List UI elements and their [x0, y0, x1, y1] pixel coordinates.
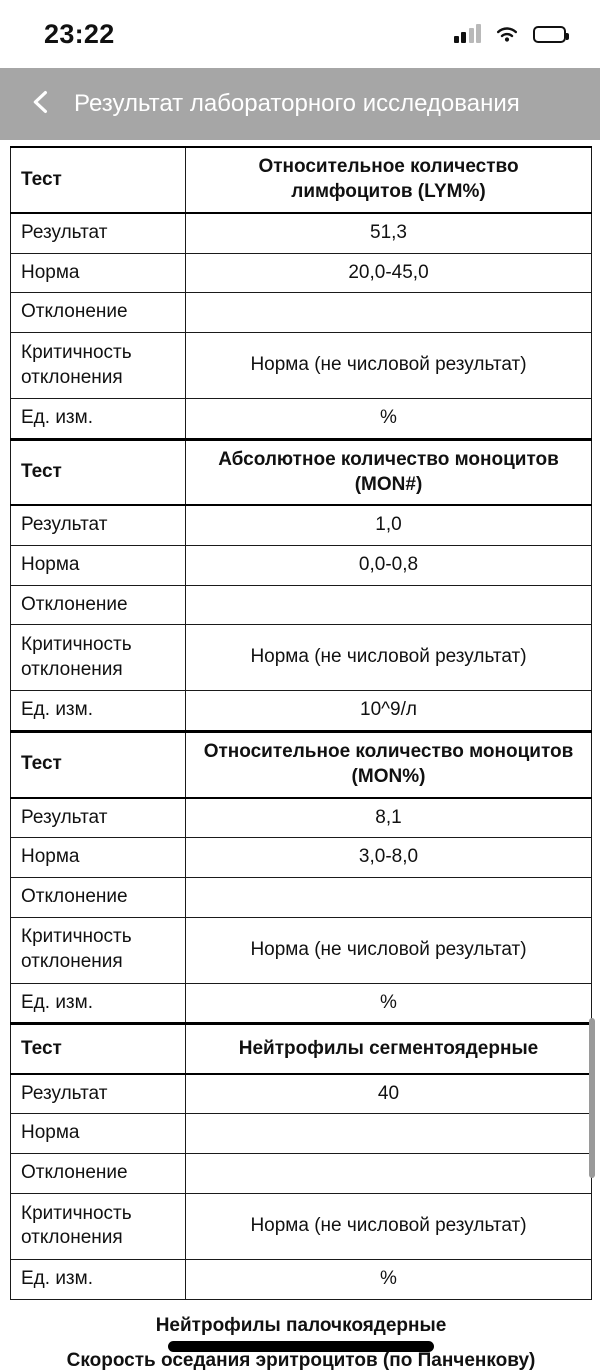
table-row	[11, 333, 592, 399]
row-label-test: Тест	[11, 1024, 186, 1074]
row-label-criticality: Критичность отклонения	[11, 333, 186, 399]
row-label-result: Результат	[11, 213, 186, 253]
criticality-value: Норма (не числовой результат)	[186, 1193, 592, 1259]
row-label-units: Ед. изм.	[11, 691, 186, 732]
row-label-units: Ед. изм.	[11, 399, 186, 440]
norm-value: 0,0-0,8	[186, 545, 592, 585]
row-label-criticality: Критичность отклонения	[11, 917, 186, 983]
result-value: 8,1	[186, 798, 592, 838]
table-row	[11, 1259, 592, 1299]
norm-value: 20,0-45,0	[186, 253, 592, 293]
deviation-value	[186, 1154, 592, 1194]
norm-value: 3,0-8,0	[186, 838, 592, 878]
lab-result-document	[0, 140, 600, 1372]
row-label-criticality: Критичность отклонения	[11, 625, 186, 691]
table-row	[11, 1114, 592, 1154]
lab-results-table	[10, 146, 592, 1300]
table-row	[11, 691, 592, 732]
status-time: 23:22	[44, 18, 115, 49]
row-label-criticality: Критичность отклонения	[11, 1193, 186, 1259]
units-value: %	[186, 983, 592, 1024]
result-value: 51,3	[186, 213, 592, 253]
status-icons	[454, 25, 567, 44]
result-value: 40	[186, 1074, 592, 1114]
row-label-deviation: Отклонение	[11, 877, 186, 917]
table-row	[11, 439, 592, 505]
table-row	[11, 1154, 592, 1194]
footer-heading: Нейтрофилы палочкоядерные	[155, 1314, 447, 1336]
table-row	[11, 147, 592, 213]
table-row	[11, 545, 592, 585]
vertical-scrollbar-thumb[interactable]	[589, 1018, 595, 1178]
cellular-signal-icon	[454, 25, 482, 43]
test-name-value: Абсолютное количество моноцитов (MON#)	[186, 439, 592, 505]
table-row	[11, 213, 592, 253]
table-row	[11, 1074, 592, 1114]
table-row	[11, 983, 592, 1024]
table-row	[11, 253, 592, 293]
row-label-test: Тест	[11, 147, 186, 213]
row-label-test: Тест	[11, 439, 186, 505]
table-row	[11, 877, 592, 917]
table-row	[11, 798, 592, 838]
table-row	[11, 625, 592, 691]
units-value: %	[186, 399, 592, 440]
table-row	[11, 838, 592, 878]
test-name-value: Нейтрофилы сегментоядерные	[186, 1024, 592, 1074]
row-label-norm: Норма	[11, 1114, 186, 1154]
wifi-icon	[494, 25, 520, 44]
criticality-value: Норма (не числовой результат)	[186, 917, 592, 983]
row-label-norm: Норма	[11, 838, 186, 878]
deviation-value	[186, 877, 592, 917]
row-label-result: Результат	[11, 1074, 186, 1114]
row-label-test: Тест	[11, 732, 186, 798]
nav-header	[0, 68, 600, 140]
deviation-value	[186, 293, 592, 333]
table-row	[11, 732, 592, 798]
norm-value	[186, 1114, 592, 1154]
row-label-result: Результат	[11, 798, 186, 838]
row-label-deviation: Отклонение	[11, 1154, 186, 1194]
row-label-norm: Норма	[11, 545, 186, 585]
row-label-deviation: Отклонение	[11, 293, 186, 333]
back-button[interactable]	[18, 81, 64, 127]
footer-cut-off-line: Скорость оседания эритроцитов (по Панченкову)	[66, 1350, 536, 1372]
table-row	[11, 1024, 592, 1074]
chevron-left-icon	[26, 87, 56, 122]
table-row	[11, 1193, 592, 1259]
battery-icon	[533, 26, 566, 43]
units-value: %	[186, 1259, 592, 1299]
status-bar	[0, 0, 600, 68]
result-value: 1,0	[186, 505, 592, 545]
row-label-deviation: Отклонение	[11, 585, 186, 625]
row-label-units: Ед. изм.	[11, 1259, 186, 1299]
criticality-value: Норма (не числовой результат)	[186, 625, 592, 691]
units-value: 10^9/л	[186, 691, 592, 732]
table-row	[11, 293, 592, 333]
deviation-value	[186, 585, 592, 625]
row-label-result: Результат	[11, 505, 186, 545]
row-label-norm: Норма	[11, 253, 186, 293]
table-row	[11, 917, 592, 983]
table-row	[11, 399, 592, 440]
criticality-value: Норма (не числовой результат)	[186, 333, 592, 399]
table-row	[11, 585, 592, 625]
row-label-units: Ед. изм.	[11, 983, 186, 1024]
test-name-value: Относительное количество моноцитов (MON%)	[186, 732, 592, 798]
page-title: Результат лабораторного исследования	[74, 90, 520, 117]
table-row	[11, 505, 592, 545]
test-name-value: Относительное количество лимфоцитов (LYM%)	[186, 147, 592, 213]
